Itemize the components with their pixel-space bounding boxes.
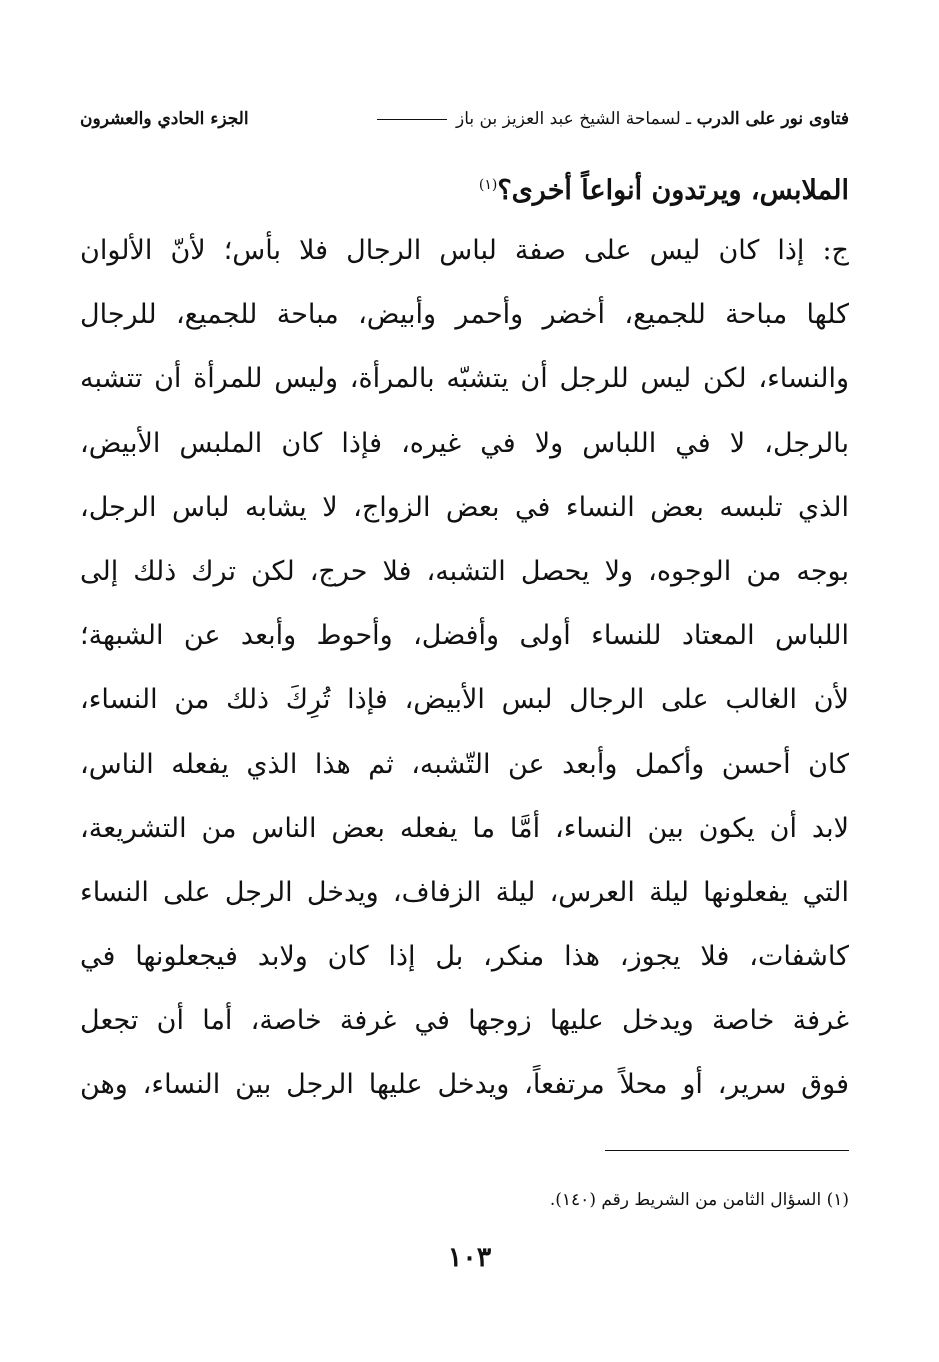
- answer-line-11: التي يفعلونها ليلة العرس، ليلة الزفاف، ويدخل الرجل على النساء: [80, 876, 849, 908]
- footnote-separator: [605, 1150, 849, 1151]
- answer-line-1: ج: إذا كان ليس على صفة لباس الرجال فلا بأس؛ لأنّ الألوان: [80, 235, 849, 266]
- answer-line-5: الذي تلبسه بعض النساء في بعض الزواج، لا يشابه لباس الرجل،: [80, 491, 849, 523]
- running-header: [80, 104, 849, 134]
- answer-line-7: اللباس المعتاد للنساء أولى وأفضل، وأحوط وأبعد عن الشبهة؛: [80, 620, 849, 652]
- footnote: (١) السؤال الثامن من الشريط رقم (١٤٠).: [549, 1190, 849, 1210]
- answer-body: [80, 222, 849, 1121]
- answer-line-8: لأن الغالب على الرجال لبس الأبيض، فإذا تُرِكَ ذلك من النساء،: [80, 684, 849, 716]
- answer-line-9: كان أحسن وأكمل وأبعد عن التّشبه، ثم هذا الذي يفعله الناس،: [80, 748, 849, 780]
- answer-line-2: كلها مباحة للجميع، أخضر وأحمر وأبيض، مباحة للجميع، للرجال: [80, 299, 849, 331]
- answer-line-14: فوق سرير، أو محلاً مرتفعاً، ويدخل عليها الرجل بين النساء، وهن: [80, 1069, 849, 1101]
- answer-line-13: غرفة خاصة ويدخل عليها زوجها في غرفة خاصة، أما أن تجعل: [80, 1005, 849, 1037]
- question-line: [80, 160, 849, 210]
- answer-line-12: كاشفات، فلا يجوز، هذا منكر، بل إذا كان ولابد فيجعلونها في: [80, 941, 849, 973]
- book-title: فتاوى نور على الدرب: [696, 109, 849, 129]
- answer-line-6: بوجه من الوجوه، ولا يحصل التشبه، فلا حرج، لكن ترك ذلك إلى: [80, 555, 849, 587]
- question-text: الملابس، ويرتدون أنواعاً أخرى؟: [497, 175, 849, 206]
- answer-line-3: والنساء، لكن ليس للرجل أن يتشبّه بالمرأة، وليس للمرأة أن تتشبه: [80, 363, 849, 395]
- volume-part: الجزء الحادي والعشرون: [80, 109, 249, 129]
- footnote-marker: (١): [478, 177, 498, 193]
- page-number: ١٠٣: [447, 1242, 492, 1273]
- answer-line-10: لابد أن يكون بين النساء، أمَّا ما يفعله بعض الناس من التشريعة،: [80, 812, 849, 844]
- author-line: ـ لسماحة الشيخ عبد العزيز بن باز: [456, 109, 692, 129]
- header-rule: [377, 119, 447, 120]
- answer-line-4: بالرجل، لا في اللباس ولا في غيره، فإذا كان الملبس الأبيض،: [80, 427, 849, 459]
